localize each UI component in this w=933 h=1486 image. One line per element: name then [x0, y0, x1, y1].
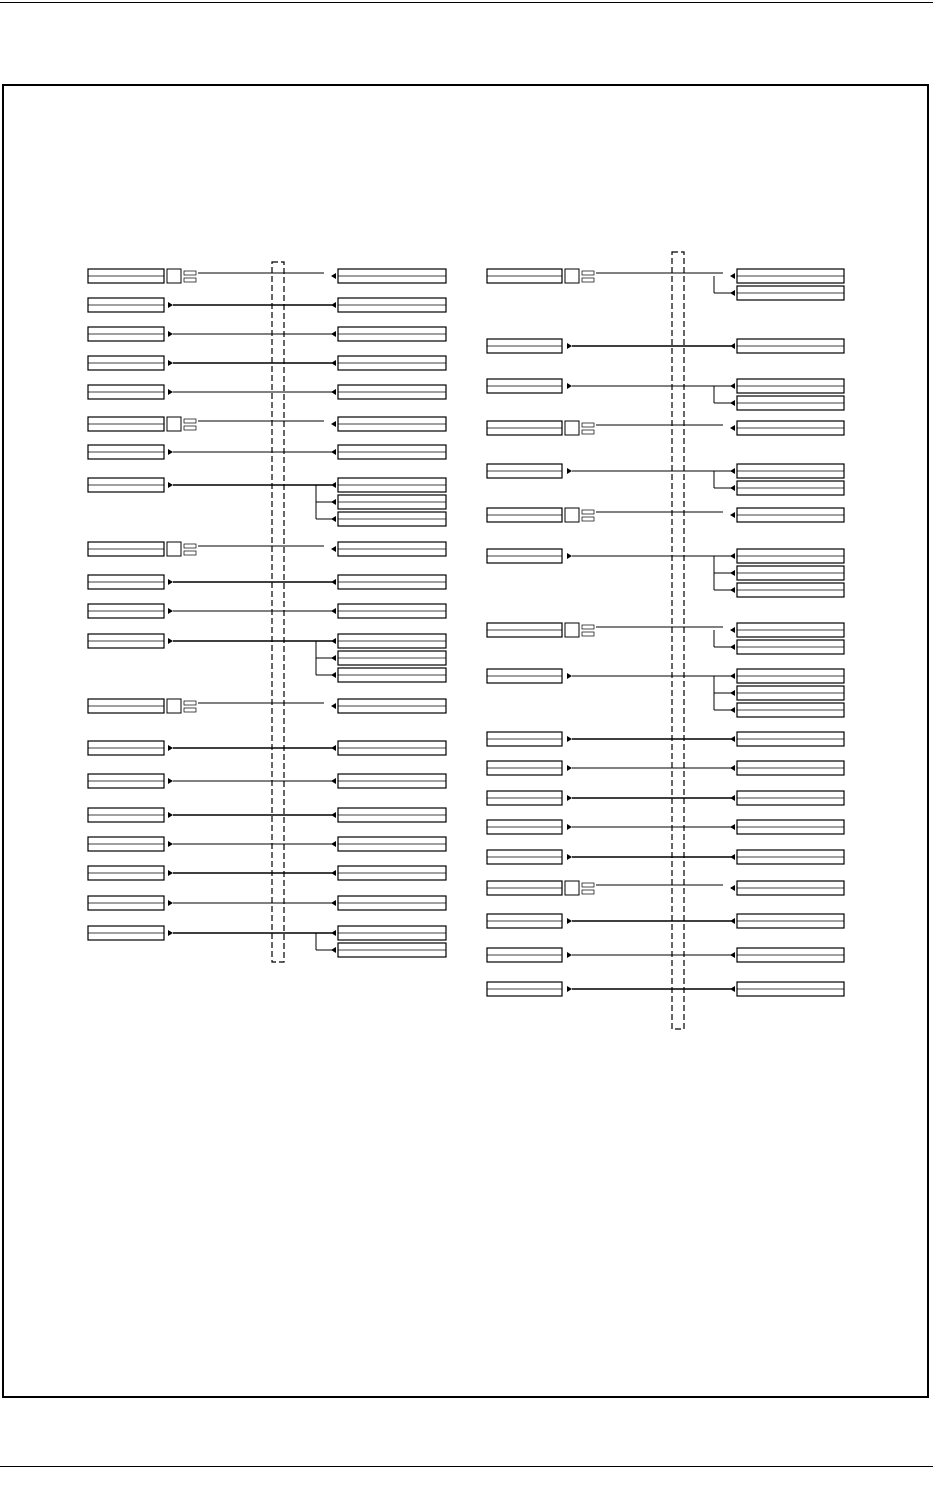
- right-row-3-switch-block: [565, 421, 579, 435]
- left-row-11-target-arrow-0: [331, 638, 336, 644]
- right-row-7-target-arrow-0: [730, 627, 735, 633]
- left-row-5-switch-block: [167, 417, 181, 431]
- right-row-3-target-arrow-0: [730, 425, 735, 431]
- left-row-5-contact-b: [184, 426, 196, 430]
- right-row-2-target-arrow-0: [730, 383, 735, 389]
- right-row-2-source-arrow: [567, 383, 572, 389]
- left-row-18-target-arrow-0: [331, 900, 336, 906]
- left-row-12-contact-b: [184, 708, 196, 712]
- right-row-16-source-arrow: [567, 952, 572, 958]
- right-row-5-contact-a: [582, 510, 594, 514]
- right-row-15-target-arrow-0: [730, 918, 735, 924]
- right-row-3-contact-b: [582, 430, 594, 434]
- left-row-2-source-arrow: [168, 331, 173, 337]
- right-row-13-source-arrow: [567, 854, 572, 860]
- left-row-19-source-arrow: [168, 930, 173, 936]
- right-row-10-target-arrow-0: [730, 765, 735, 771]
- left-row-15-target-arrow-0: [331, 812, 336, 818]
- left-row-7-target-arrow-0: [331, 482, 336, 488]
- left-row-6-source-arrow: [168, 449, 173, 455]
- right-row-10-source-arrow: [567, 765, 572, 771]
- right-row-1-source-arrow: [567, 343, 572, 349]
- right-row-5-switch-block: [565, 508, 579, 522]
- left-row-3-target-arrow-0: [331, 360, 336, 366]
- left-row-5-target-arrow-0: [331, 421, 336, 427]
- left-row-11-source-arrow: [168, 638, 173, 644]
- left-row-15-source-arrow: [168, 812, 173, 818]
- left-row-17-target-arrow-0: [331, 870, 336, 876]
- left-row-12-target-arrow-0: [331, 703, 336, 709]
- left-row-6-target-arrow-0: [331, 449, 336, 455]
- right-boundary: [672, 252, 684, 1029]
- right-row-14-contact-a: [582, 883, 594, 887]
- right-panel: [487, 252, 844, 1029]
- right-row-3-contact-a: [582, 423, 594, 427]
- right-row-8-source-arrow: [567, 673, 572, 679]
- right-row-17-source-arrow: [567, 986, 572, 992]
- right-row-15-source-arrow: [567, 918, 572, 924]
- right-row-4-source-arrow: [567, 468, 572, 474]
- right-row-7-contact-a: [582, 625, 594, 629]
- right-row-0-contact-a: [582, 271, 594, 275]
- left-row-2-target-arrow-0: [331, 331, 336, 337]
- right-row-0-target-arrow-0: [730, 273, 735, 279]
- right-row-11-source-arrow: [567, 795, 572, 801]
- left-row-0-target-arrow-0: [331, 273, 336, 279]
- left-row-8-contact-b: [184, 551, 196, 555]
- right-row-14-target-arrow-0: [730, 885, 735, 891]
- left-row-12-switch-block: [167, 699, 181, 713]
- left-row-19-target-arrow-0: [331, 930, 336, 936]
- right-row-6-target-arrow-0: [730, 553, 735, 559]
- left-row-12-contact-a: [184, 701, 196, 705]
- right-row-9-target-arrow-0: [730, 736, 735, 742]
- right-row-7-contact-b: [582, 632, 594, 636]
- right-row-17-target-arrow-0: [730, 986, 735, 992]
- left-row-8-target-arrow-0: [331, 546, 336, 552]
- left-row-4-target-arrow-0: [331, 389, 336, 395]
- left-row-1-source-arrow: [168, 302, 173, 308]
- right-row-0-contact-b: [582, 278, 594, 282]
- left-row-17-source-arrow: [168, 870, 173, 876]
- left-row-14-target-arrow-0: [331, 778, 336, 784]
- right-row-6-source-arrow: [567, 553, 572, 559]
- left-row-10-target-arrow-0: [331, 608, 336, 614]
- left-row-8-switch-block: [167, 542, 181, 556]
- left-row-10-source-arrow: [168, 608, 173, 614]
- right-row-5-target-arrow-0: [730, 512, 735, 518]
- right-row-11-target-arrow-0: [730, 795, 735, 801]
- right-row-14-switch-block: [565, 881, 579, 895]
- left-row-9-target-arrow-0: [331, 579, 336, 585]
- left-row-9-source-arrow: [168, 579, 173, 585]
- right-row-0-switch-block: [565, 269, 579, 283]
- right-row-1-target-arrow-0: [730, 343, 735, 349]
- left-row-16-target-arrow-0: [331, 841, 336, 847]
- right-row-16-target-arrow-0: [730, 952, 735, 958]
- left-row-3-source-arrow: [168, 360, 173, 366]
- left-panel: [88, 262, 446, 962]
- right-row-13-target-arrow-0: [730, 854, 735, 860]
- left-row-13-source-arrow: [168, 745, 173, 751]
- left-row-1-target-arrow-0: [331, 302, 336, 308]
- right-row-4-target-arrow-0: [730, 468, 735, 474]
- left-row-7-source-arrow: [168, 482, 173, 488]
- left-row-8-contact-a: [184, 544, 196, 548]
- left-row-0-contact-b: [184, 278, 196, 282]
- right-row-9-source-arrow: [567, 736, 572, 742]
- right-row-5-contact-b: [582, 517, 594, 521]
- left-row-0-switch-block: [167, 269, 181, 283]
- right-row-14-contact-b: [582, 890, 594, 894]
- left-row-13-target-arrow-0: [331, 745, 336, 751]
- left-row-4-source-arrow: [168, 389, 173, 395]
- left-row-0-contact-a: [184, 271, 196, 275]
- left-boundary: [272, 262, 284, 962]
- left-row-5-contact-a: [184, 419, 196, 423]
- left-row-14-source-arrow: [168, 778, 173, 784]
- left-row-18-source-arrow: [168, 900, 173, 906]
- right-row-8-target-arrow-0: [730, 673, 735, 679]
- right-row-12-target-arrow-0: [730, 824, 735, 830]
- right-row-12-source-arrow: [567, 824, 572, 830]
- left-row-16-source-arrow: [168, 841, 173, 847]
- right-row-7-switch-block: [565, 623, 579, 637]
